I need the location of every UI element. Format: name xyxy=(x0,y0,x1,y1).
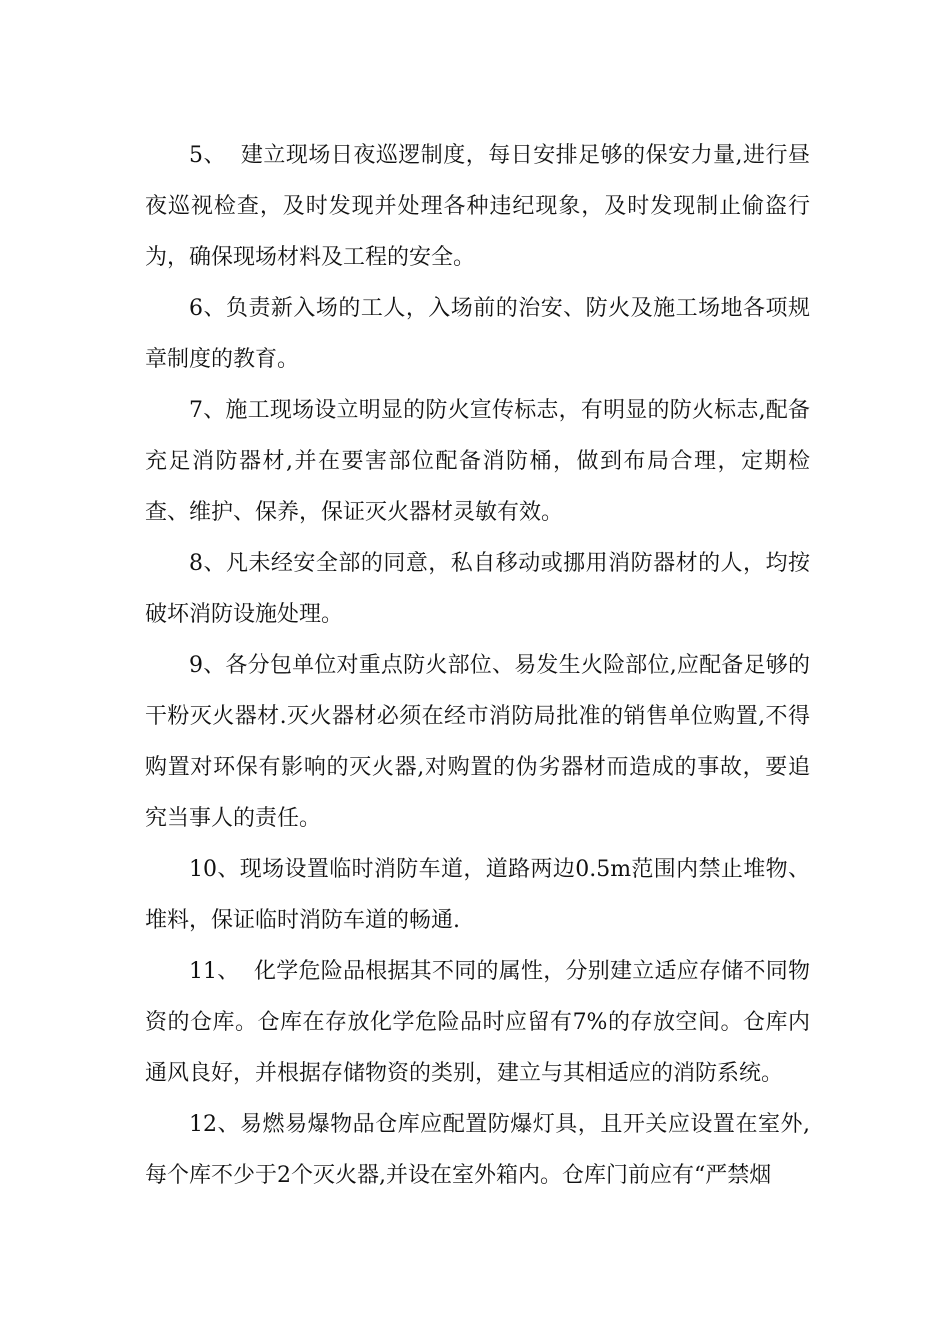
paragraph-item-11: 11、 化学危险品根据其不同的属性，分别建立适应存储不同物资的仓库。仓库在存放化学危险品时应留有7%的存放空间。仓库内通风良好，并根据存储物资的类别，建立与其相适应的消防系统。 xyxy=(145,959,810,1086)
paragraph-item-5: 5、 建立现场日夜巡逻制度，每日安排足够的保安力量,进行昼夜巡视检查，及时发现并处理各种违纪现象，及时发现制止偷盗行为，确保现场材料及工程的安全。 xyxy=(145,143,810,270)
paragraph-item-12: 12、易燃易爆物品仓库应配置防爆灯具，且开关应设置在室外,每个库不少于2个灭火器,并设在室外箱内。仓库门前应有“严禁烟 xyxy=(145,1112,810,1188)
document-body xyxy=(145,130,810,1201)
paragraph-item-10: 10、现场设置临时消防车道，道路两边0.5m范围内禁止堆物、堆料，保证临时消防车道的畅通. xyxy=(145,857,810,933)
paragraph-item-9: 9、各分包单位对重点防火部位、易发生火险部位,应配备足够的干粉灭火器材.灭火器材必须在经市消防局批准的销售单位购置,不得购置对环保有影响的灭火器,对购置的伪劣器材而造成的事故，要追究当事人的责任。 xyxy=(145,653,810,831)
paragraph-item-8: 8、凡未经安全部的同意，私自移动或挪用消防器材的人，均按破坏消防设施处理。 xyxy=(145,551,810,627)
paragraph-item-6: 6、负责新入场的工人，入场前的治安、防火及施工场地各项规章制度的教育。 xyxy=(145,296,810,372)
paragraph-item-7: 7、施工现场设立明显的防火宣传标志，有明显的防火标志,配备充足消防器材,并在要害部位配备消防桶，做到布局合理，定期检查、维护、保养，保证灭火器材灵敏有效。 xyxy=(145,398,810,525)
